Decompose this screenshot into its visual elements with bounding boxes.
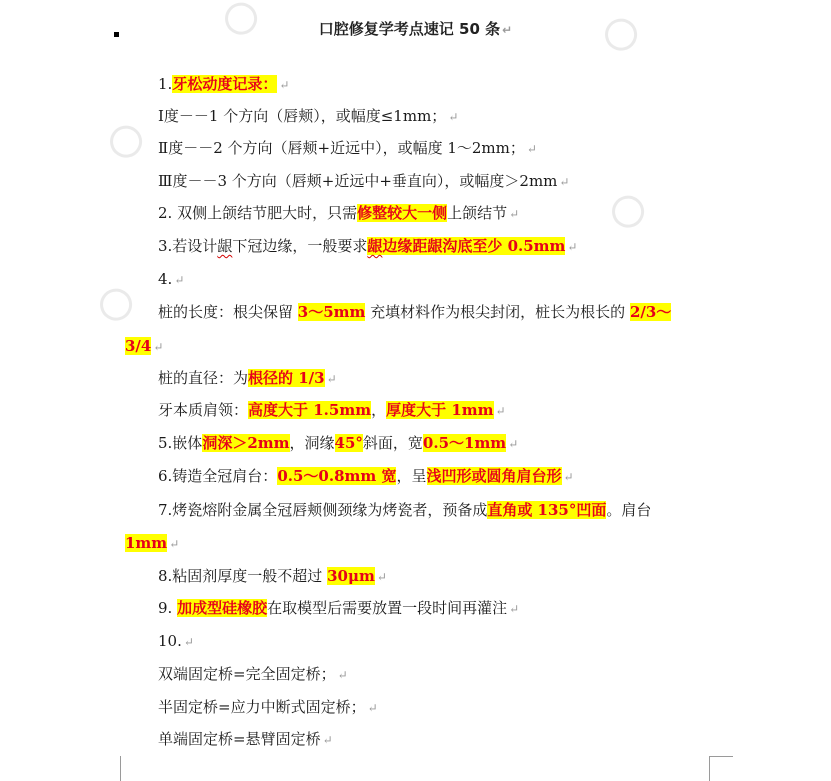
doc-line: 5.嵌体洞深＞2mm，洞缘45°斜面，宽0.5～1mm ↵ [158, 434, 519, 452]
doc-line: 桩的长度：根尖保留 3～5mm 充填材料作为根尖封闭，桩长为根长的 2/3～ [158, 303, 672, 321]
doc-line: 8.粘固剂厚度一般不超过 30μm ↵ [158, 567, 387, 585]
page-corner-mark [709, 756, 733, 757]
doc-line: 10. ↵ [158, 632, 194, 650]
watermark-logo [97, 284, 141, 323]
doc-line: 9. 加成型硅橡胶在取模型后需要放置一段时间再灌注 ↵ [158, 599, 520, 617]
doc-line: 半固定桥=应力中断式固定桥； ↵ [158, 698, 378, 716]
doc-line: 7.烤瓷熔附金属全冠唇颊侧颈缘为烤瓷者，预备成直角或 135°凹面。肩台 [158, 501, 652, 519]
page-corner-mark [120, 756, 121, 781]
doc-line: 双端固定桥=完全固定桥； ↵ [158, 665, 348, 683]
page-corner-mark [709, 756, 710, 781]
doc-line: 1.牙松动度记录： ↵ [158, 75, 290, 93]
watermark-logo [107, 121, 151, 160]
doc-line: Ⅰ度－－1 个方向（唇颊），或幅度≤1mm； ↵ [158, 107, 459, 125]
doc-line: 单端固定桥=悬臂固定桥 ↵ [158, 730, 333, 748]
page-title: 口腔修复学考点速记 50 条 ↵ [318, 20, 513, 38]
doc-line: 6.铸造全冠肩台：0.5～0.8mm 宽，呈浅凹形或圆角肩台形 ↵ [158, 467, 574, 485]
doc-line: 3.若设计龈下冠边缘，一般要求龈边缘距龈沟底至少 0.5mm ↵ [158, 237, 578, 255]
doc-line: 牙本质肩领：高度大于 1.5mm，厚度大于 1mm ↵ [158, 401, 506, 419]
doc-line: 桩的直径：为根径的 1/3 ↵ [158, 369, 337, 387]
doc-line: 4. ↵ [158, 270, 185, 288]
doc-line: Ⅱ度－－2 个方向（唇颊+近远中），或幅度 1～2mm； ↵ [158, 139, 537, 157]
doc-line: Ⅲ度－－3 个方向（唇颊+近远中+垂直向），或幅度＞2mm ↵ [158, 172, 570, 190]
doc-line: 1mm ↵ [125, 534, 180, 552]
doc-line: 2. 双侧上颌结节肥大时，只需修整较大一侧上颌结节 ↵ [158, 204, 520, 222]
watermark-logo [609, 191, 653, 230]
doc-line: 3/4 ↵ [125, 337, 164, 355]
